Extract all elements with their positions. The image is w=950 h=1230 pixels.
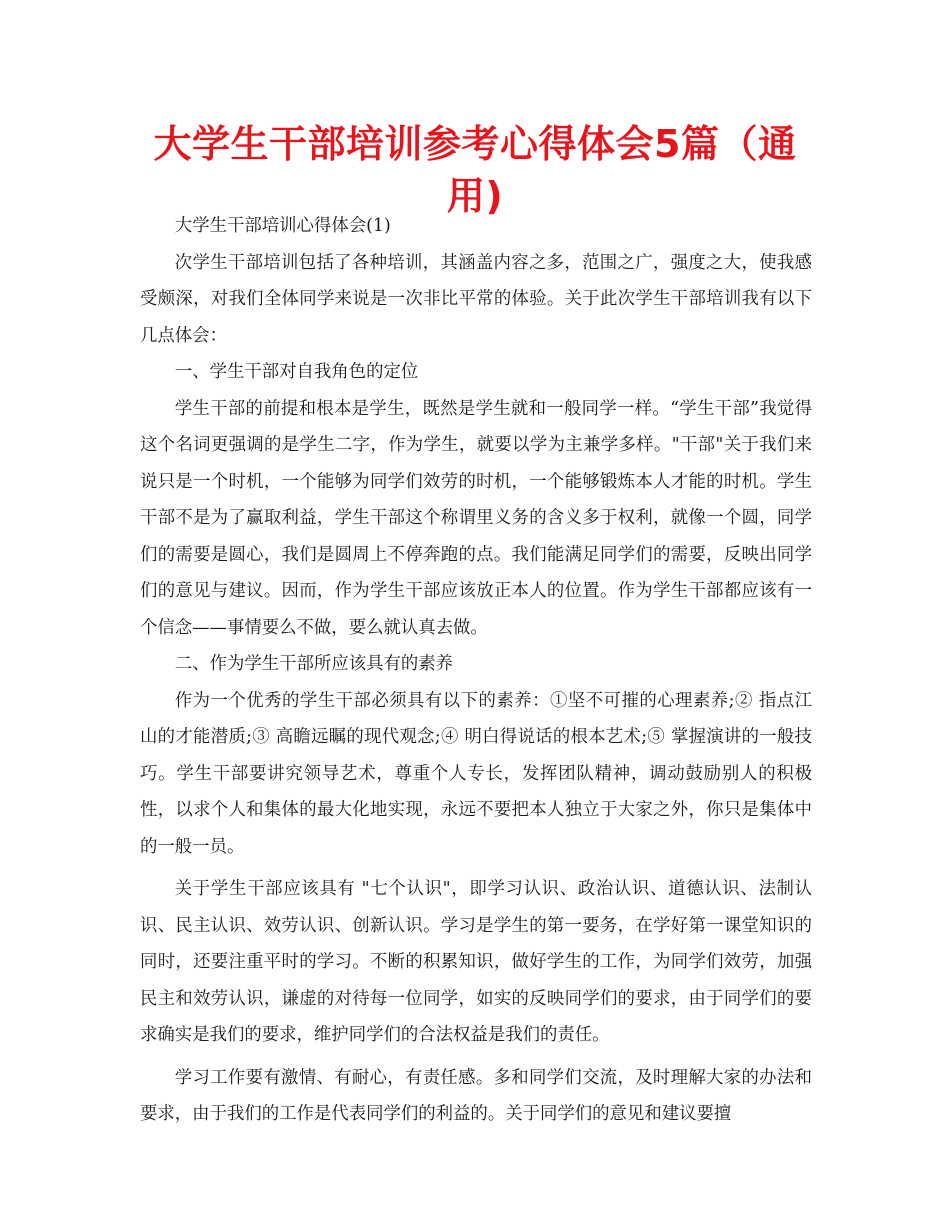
body-paragraph: 学习工作要有激情、有耐心，有责任感。多和同学们交流，及时理解大家的办法和要求，由于我们的工作是代表同学们的利益的。关于同学们的意见和建议要擅 [140,1067,812,1124]
section-heading: 一、学生干部对自我角色的定位 [174,362,419,382]
section-heading: 大学生干部培训心得体会(1) [174,216,391,236]
body-paragraph: 学生干部的前提和根本是学生，既然是学生就和一般同学一样。“学生干部”我觉得这个名词更强调的是学生二字，作为学生，就要以学为主兼学多样。"干部"关于我们来说只是一个时机，一个能够为同学们效劳的时机，一个能够锻炼本人才能的时机。学生干部不是为了赢取利益，学生干部这个称谓里义务的含义多于权利，就像一个圆，同学们的需要是圆心，我们是圆周上不停奔跑的点。我们能满足同学们的需要，反映出同学们的意见与建议。因而，作为学生干部应该放正本人的位置。作为学生干部都应该有一个信念——事情要么不做，要么就认真去做。 [140,398,812,638]
section-heading: 二、作为学生干部所应该具有的素养 [174,654,454,674]
document-body [140,208,812,1133]
document-title: 大学生干部培训参考心得体会5篇（通用) [153,122,797,218]
body-paragraph: 次学生干部培训包括了各种培训，其涵盖内容之多，范围之广，强度之大，使我感受颇深，对我们全体同学来说是一次非比平常的体验。关于此次学生干部培训我有以下几点体会： [140,252,812,346]
body-paragraph: 关于学生干部应该具有 "七个认识"，即学习认识、政治认识、道德认识、法制认识、民主认识、效劳认识、创新认识。学习是学生的第一要务，在学好第一课堂知识的同时，还要注重平时的学习。不断的积累知识，做好学生的工作，为同学们效劳，加强民主和效劳认识，谦虚的对待每一位同学，如实的反映同学们的要求，由于同学们的要求确实是我们的要求，维护同学们的合法权益是我们的责任。 [140,879,812,1045]
body-paragraph: 作为一个优秀的学生干部必须具有以下的素养：①坚不可摧的心理素养;② 指点江山的才能潜质;③ 高瞻远瞩的现代观念;④ 明白得说话的根本艺术;⑤ 掌握演讲的一般技巧。学生干部要讲究领导艺术，尊重个人专长，发挥团队精神，调动鼓励别人的积极性，以求个人和集体的最大化地实现，永远不要把本人独立于大家之外，你只是集体中的一般一员。 [140,690,812,857]
